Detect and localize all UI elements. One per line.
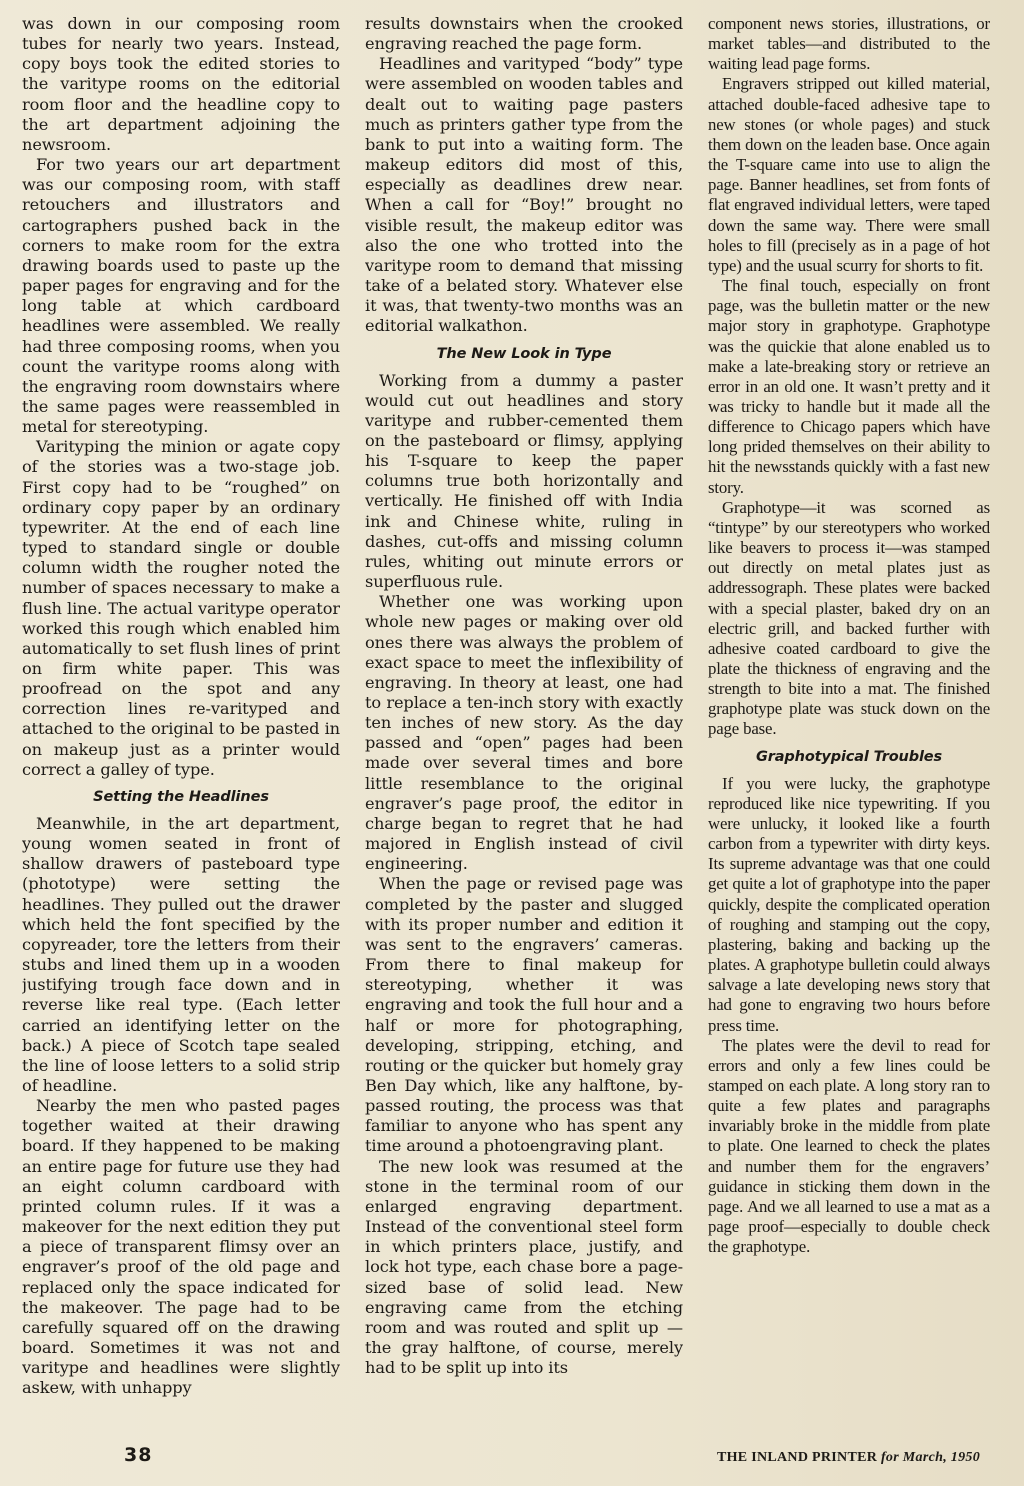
- paragraph: Nearby the men who pasted pages together waited at their drawing board. If they happened to be making an entire page for future use they had an eight column cardboard with printed column rules. If it was a makeover for the next edition they put a piece of transparent flimsy over an engraver’s proof of the old page and replaced only the space indicated for the makeover. The page had to be carefully squared off on the drawing board. Sometimes it was not and varitype and headlines were slightly askew, with unhappy: [22, 1096, 340, 1398]
- paragraph: Working from a dummy a paster would cut out headlines and story varitype and rubber-cemented them on the pasteboard or flimsy, applying his T-square to keep the paper columns true both horizontally and vertically. He finished off with India ink and Chinese white, ruling in dashes, cut-offs and missing column rules, whiting out minute errors or superfluous rule.: [365, 370, 683, 592]
- paragraph: component news stories, illustrations, or market tables—and distributed to the waiting lead page forms.: [708, 14, 990, 74]
- section-heading: The New Look in Type: [436, 345, 612, 362]
- page-number: 38: [124, 1444, 153, 1466]
- paragraph: If you were lucky, the graphotype reproduced like nice typewriting. If you were unlucky, it looked like a fourth carbon from a typewriter with dirty keys. Its supreme advantage was that one could get quite a lot of graphotype into the paper quickly, despite the complicated operation of roughing and stamping out the copy, plastering, baking and backing up the plates. A graphotype bulletin could always salvage a late developing news story that had gone to engraving two hours before press time.: [708, 773, 990, 1035]
- paragraph: The plates were the devil to read for errors and only a few lines could be stamped on each plate. A long story ran to quite a few plates and paragraphs invariably broke in the middle from plate to plate. One learned to check the plates and number them for the engravers’ guidance in sticking them down in the page. And we all learned to use a mat as a page proof—especially to double check the graphotype.: [708, 1035, 990, 1257]
- column-3: [708, 14, 990, 1432]
- publication-name: THE INLAND PRINTER: [716, 1450, 878, 1465]
- paragraph: Graphotype—it was scorned as “tintype” by our stereotypers who worked like beavers to process it—was stamped out directly on metal plates just as addressograph. These plates were backed with a special plaster, baked dry on an electric grill, and backed further with adhesive coated cardboard to give the plate the thickness of engraving and the strength to bite into a mat. The finished graphotype plate was stuck down on the page base.: [708, 497, 990, 739]
- paragraph: When the page or revised page was completed by the paster and slugged with its proper number and edition it was sent to the engravers’ cameras. From there to final makeup for stereotyping, whether it was engraving and took the full hour and a half or more for photographing, developing, stripping, etching, and routing or the quicker but homely gray Ben Day which, like any halftone, by-passed routing, the process was that familiar to anyone who has spent any time around a photoengraving plant.: [365, 874, 683, 1156]
- paragraph: Headlines and varityped “body” type were assembled on wooden tables and dealt out to waiting page pasters much as printers gather type from the bank to put into a waiting form. The makeup editors did most of this, especially as deadlines drew near. When a call for “Boy!” brought no visible result, the makeup editor was also the one who trotted into the varitype room to demand that missing take of a belated story. Whatever else it was, that twenty-two months was an editorial walkathon.: [365, 54, 683, 336]
- section-heading: Graphotypical Troubles: [756, 748, 942, 765]
- paragraph: was down in our composing room tubes for nearly two years. Instead, copy boys took the edited stories to the varitype rooms on the editorial room floor and the headline copy to the art department adjoining the newsroom.: [22, 14, 340, 154]
- issue-date: March, 1950: [902, 1450, 980, 1465]
- paragraph: Engravers stripped out killed material, attached double-faced adhesive tape to new stones (or whole pages) and stuck them down on the leaden base. Once again the T-square came into use to align the page. Banner headlines, set from fonts of flat engraved individual letters, were taped down the same way. There were small holes to fill (precisely as in a page of hot type) and the usual scurry for shorts to fit.: [708, 74, 990, 275]
- paragraph: results downstairs when the crooked engraving reached the page form.: [365, 14, 683, 54]
- column-2: [365, 14, 683, 1432]
- paragraph: Whether one was working upon whole new pages or making over old ones there was always the problem of exact space to meet the inflexibility of engraving. In theory at least, one had to replace a ten-inch story with exactly ten inches of new story. As the day passed and “open” pages had been made over several times and bore little resemblance to the original engraver’s page proof, the editor in charge began to regret that he had majored in English instead of civil engineering.: [365, 592, 683, 874]
- paragraph: The final touch, especially on front page, was the bulletin matter or the new major story in graphotype. Graphotype was the quickie that alone enabled us to make a late-breaking story or retrieve an error in an old one. It wasn’t pretty and it was tricky to handle but it made all the difference to Chicago papers which have long prided themselves on their ability to hit the newsstands quickly with a fast new story.: [708, 276, 990, 497]
- paragraph: Meanwhile, in the art department, young women seated in front of shallow drawers of pasteboard type (phototype) were setting the headlines. They pulled out the drawer which held the font specified by the copyreader, tore the letters from their stubs and lined them up in a wooden justifying trough face down and in reverse like real type. (Each letter carried an identifying letter on the back.) A piece of Scotch tape sealed the line of loose letters to a solid strip of headline.: [22, 813, 340, 1095]
- running-footer: [717, 1450, 980, 1466]
- paragraph: For two years our art department was our composing room, with staff retouchers and illustrators and cartographers pushed back in the corners to make room for the extra drawing boards used to paste up the paper pages for engraving and for the long table at which cardboard headlines were assembled. We really had three composing rooms, when you count the varitype rooms along with the engraving room downstairs where the same pages were reassembled in metal for stereotyping.: [22, 155, 340, 437]
- section-heading: Setting the Headlines: [93, 788, 269, 805]
- footer-for-word: for: [880, 1450, 899, 1465]
- paragraph: Varityping the minion or agate copy of the stories was a two-stage job. First copy had to be “roughed” on ordinary copy paper by an ordinary typewriter. At the end of each line typed to standard single or double column width the rougher noted the number of spaces necessary to make a flush line. The actual varitype operator worked this rough which enabled him automatically to set flush lines of print on firm white paper. This was proofread on the spot and any correction lines re-varityped and attached to the original to be pasted in on makeup just as a printer would correct a galley of type.: [22, 437, 340, 779]
- article-body: [22, 14, 990, 1432]
- paragraph: The new look was resumed at the stone in the terminal room of our enlarged engraving department. Instead of the conventional steel form in which printers place, justify, and lock hot type, each chase bore a page-sized base of solid lead. New engraving came from the etching room and was routed and split up —the gray halftone, of course, merely had to be split up into its: [365, 1156, 683, 1378]
- column-1: [22, 14, 340, 1432]
